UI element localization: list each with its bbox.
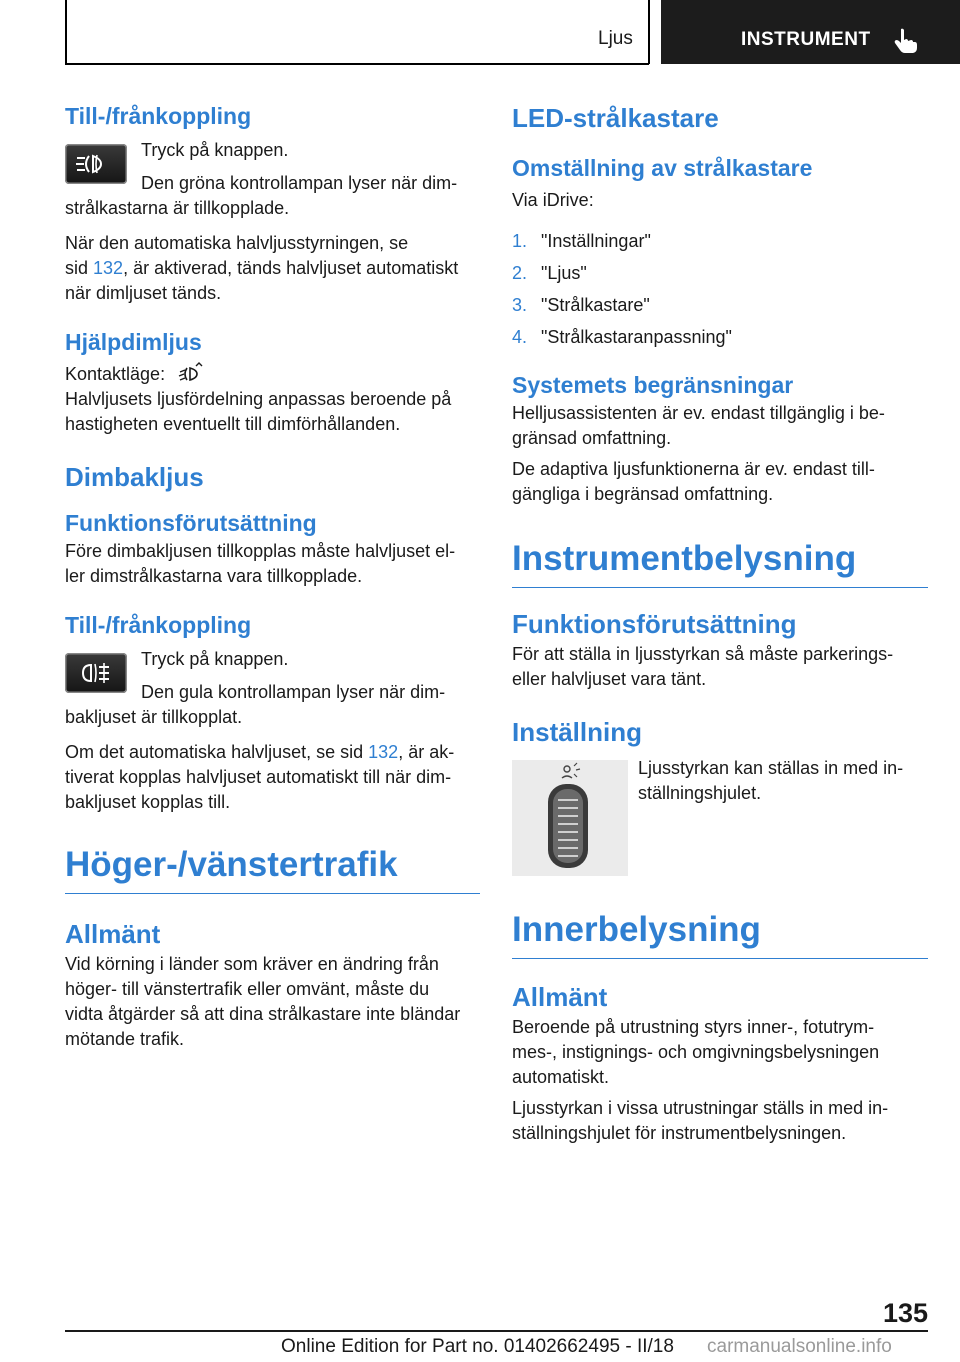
list-item	[512, 289, 928, 321]
step-text: "Inställningar"	[541, 231, 651, 251]
chapter-title: INSTRUMENT	[741, 29, 871, 50]
int-text-4: Ljusstyrkan i vissa utrustningar ställs in med in-	[512, 1098, 889, 1118]
contact-position-label: Kontaktläge:	[65, 364, 166, 384]
help-text-1: Halvljusets ljusfördelning anpassas beroende på	[65, 389, 452, 409]
pointing-hand-icon	[892, 26, 920, 54]
header-border-right	[648, 0, 650, 64]
heading-general-right: Allmänt	[512, 982, 608, 1012]
auto2-text-3: bakljuset kopplas till.	[65, 792, 231, 812]
list-item	[512, 225, 928, 257]
yellow-lamp-text-1: Den gula kontrollampan lyser när dim-	[141, 682, 446, 702]
heading-func-req-right: Funktionsförutsättning	[512, 609, 797, 639]
rear-fog-light-icon	[65, 653, 127, 693]
auto-text-2	[65, 256, 480, 281]
rear-fog-button-image	[65, 653, 127, 693]
step-text: "Ljus"	[541, 263, 587, 283]
step-number: 4.	[512, 327, 528, 347]
left-column	[65, 100, 480, 1052]
help-text-2: hastigheten eventuellt till dimförhållanden.	[65, 414, 401, 434]
press-button-text: Tryck på knappen.	[141, 140, 289, 160]
setting-text-2: ställningshjulet.	[638, 783, 762, 803]
page-link-132[interactable]: 132	[93, 258, 124, 278]
thumbwheel-icon	[512, 760, 628, 876]
func-right-2: eller halvljuset vara tänt.	[512, 669, 707, 689]
right-column	[512, 100, 928, 1146]
heading-general-left: Allmänt	[65, 919, 161, 949]
footer-divider	[65, 1330, 928, 1332]
rear-fog-block	[65, 647, 480, 730]
heading-rear-fog: Dimbakljus	[65, 462, 204, 492]
int-text-1: Beroende på utrustning styrs inner-, fotutrym-	[512, 1017, 875, 1037]
heading-on-off: Till-/frånkoppling	[65, 103, 252, 129]
auto-text-2a: sid	[65, 258, 94, 278]
contact-position	[65, 362, 480, 387]
fog-headlight-icon	[176, 362, 204, 384]
auto-text-3: när dimljuset tänds.	[65, 283, 222, 303]
via-idrive: Via iDrive:	[512, 190, 594, 210]
heading-setting: Inställning	[512, 717, 642, 747]
int-text-3: automatiskt.	[512, 1067, 610, 1087]
heading-func-req: Funktionsförutsättning	[65, 510, 317, 536]
func-right-1: För att ställa in ljusstyrkan så måste parkerings-	[512, 644, 894, 664]
heading-limits: Systemets begränsningar	[512, 372, 794, 398]
gen-text-3: vidta åtgärder så att dina strålkastare inte bländar	[65, 1004, 461, 1024]
step-number: 2.	[512, 263, 528, 283]
list-item	[512, 257, 928, 289]
yellow-lamp-text-2: bakljuset är tillkopplat.	[65, 707, 243, 727]
thumbwheel-image	[512, 760, 628, 876]
setting-text-1: Ljusstyrkan kan ställas in med in-	[638, 758, 904, 778]
auto2-text-1a: Om det automatiska halvljuset, se sid	[65, 742, 369, 762]
list-item	[512, 321, 928, 353]
heading-traffic: Höger-/vänstertrafik	[65, 841, 480, 894]
func-text-2: ler dimstrålkastarna vara tillkopplade.	[65, 566, 363, 586]
gen-text-1: Vid körning i länder som kräver en ändring från	[65, 954, 439, 974]
header-border-bottom	[65, 63, 649, 65]
lim-text-4: gängliga i begränsad omfattning.	[512, 484, 774, 504]
front-fog-button-image	[65, 144, 127, 184]
func-text-1: Före dimbakljusen tillkopplas måste halvljuset el-	[65, 541, 456, 561]
page-header	[0, 0, 960, 66]
setting-block	[512, 756, 928, 880]
lim-text-1: Helljusassistenten är ev. endast tillgänglig i be-	[512, 403, 885, 423]
auto-text-2b: , är aktiverad, tänds halvljuset automatiskt	[123, 258, 459, 278]
lim-text-2: gränsad omfattning.	[512, 428, 672, 448]
front-fog-light-icon	[65, 144, 127, 184]
auto-text-1: När den automatiska halvljusstyrningen, se	[65, 233, 409, 253]
press-button-text-2: Tryck på knappen.	[141, 649, 289, 669]
gen-text-2: höger- till vänstertrafik eller omvänt, måste du	[65, 979, 430, 999]
page-link-132-b[interactable]: 132	[368, 742, 399, 762]
front-fog-block	[65, 138, 480, 221]
heading-interior: Innerbelysning	[512, 906, 928, 959]
lim-text-3: De adaptiva ljusfunktionerna är ev. endast till-	[512, 459, 875, 479]
heading-help-fog: Hjälpdimljus	[65, 329, 202, 355]
int-text-5: ställningshjulet för instrumentbelysningen.	[512, 1123, 847, 1143]
heading-instr-lighting: Instrumentbelysning	[512, 535, 928, 588]
heading-led: LED-strålkastare	[512, 103, 719, 133]
auto2-text-2: tiverat kopplas halvljuset automatiskt till när dim-	[65, 767, 452, 787]
header-border-left	[65, 0, 67, 64]
gen-text-4: mötande trafik.	[65, 1029, 185, 1049]
step-text: "Strålkastare"	[541, 295, 650, 315]
step-number: 1.	[512, 231, 528, 251]
page-number: 135	[882, 1298, 928, 1328]
int-text-2: mes-, instignings- och omgivningsbelysningen	[512, 1042, 880, 1062]
step-text: "Strålkastaranpassning"	[541, 327, 732, 347]
auto2-text-1b: , är ak-	[398, 742, 455, 762]
heading-on-off-rear: Till-/frånkoppling	[65, 612, 252, 638]
auto2-text-1	[65, 740, 480, 765]
idrive-steps	[512, 225, 928, 353]
watermark: carmanualsonline.info	[707, 1336, 892, 1357]
edition-text: Online Edition for Part no. 01402662495 - II/18	[281, 1336, 674, 1357]
green-lamp-text-2: strålkastarna är tillkopplade.	[65, 198, 290, 218]
green-lamp-text-1: Den gröna kontrollampan lyser när dim-	[141, 173, 458, 193]
step-number: 3.	[512, 295, 528, 315]
heading-adjust: Omställning av strålkastare	[512, 155, 813, 181]
section-title: Ljus	[598, 28, 633, 49]
